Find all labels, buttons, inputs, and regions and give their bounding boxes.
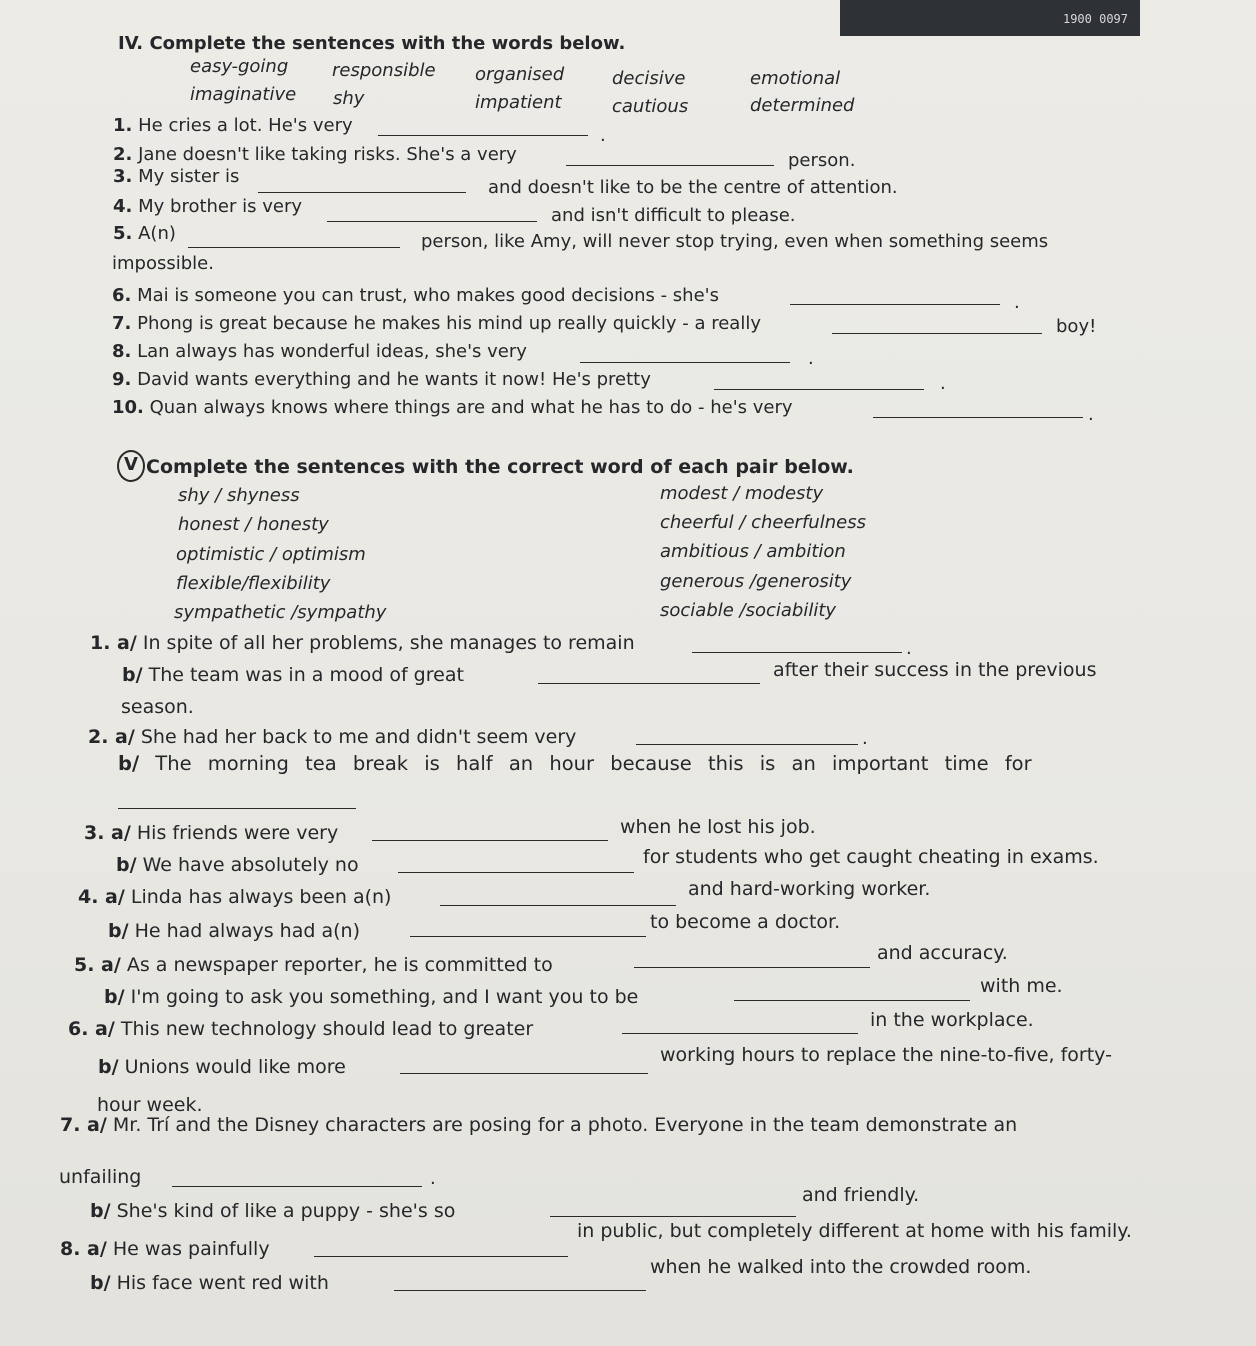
answer-blank[interactable] — [394, 1290, 646, 1291]
word-box-item: impatient — [475, 92, 562, 113]
answer-blank[interactable] — [538, 683, 760, 684]
sentence-end: . — [1088, 404, 1094, 425]
sentence: 9. David wants everything and he wants it now! He's pretty — [112, 369, 651, 390]
answer-blank[interactable] — [580, 362, 790, 363]
answer-blank[interactable] — [188, 247, 400, 248]
question-end: in public, but completely different at home with his family. — [577, 1220, 1132, 1242]
word-pair: sympathetic /sympathy — [174, 602, 387, 623]
question: b/ She's kind of like a puppy - she's so — [90, 1200, 456, 1222]
top-dark-bar — [840, 0, 1140, 36]
question-end: after their success in the previous — [773, 659, 1097, 681]
word-box-item: shy — [333, 88, 365, 109]
answer-blank[interactable] — [440, 905, 676, 906]
sentence: 6. Mai is someone you can trust, who makes good decisions - she's — [112, 285, 719, 306]
answer-blank[interactable] — [832, 333, 1042, 334]
sentence-end: and doesn't like to be the centre of attention. — [488, 177, 898, 198]
answer-blank[interactable] — [327, 221, 537, 222]
sentence: 8. Lan always has wonderful ideas, she's very — [112, 341, 527, 362]
sentence-end: boy! — [1056, 316, 1097, 337]
answer-blank[interactable] — [622, 1033, 858, 1034]
ex5-title: Complete the sentences with the correct word of each pair below. — [146, 456, 854, 478]
question-end: and friendly. — [802, 1184, 920, 1206]
sentence: 2. Jane doesn't like taking risks. She's a very — [113, 144, 517, 165]
question-end: in the workplace. — [870, 1009, 1034, 1031]
sentence: 10. Quan always knows where things are and what he has to do - he's very — [112, 397, 793, 418]
sentence-end: and isn't difficult to please. — [551, 205, 796, 226]
question: 6. a/ This new technology should lead to greater — [68, 1018, 534, 1040]
question: 4. a/ Linda has always been a(n) — [78, 886, 392, 908]
word-pair: generous /generosity — [660, 571, 852, 592]
question-end: and accuracy. — [877, 942, 1008, 964]
question-end: when he lost his job. — [620, 816, 816, 838]
sentence-end: . — [940, 373, 946, 394]
question: b/ He had always had a(n) — [108, 920, 360, 942]
answer-blank[interactable] — [734, 1000, 970, 1001]
answer-blank[interactable] — [118, 808, 356, 809]
sentence-end: person. — [788, 150, 856, 171]
question-end: . — [430, 1168, 436, 1189]
question: b/ His face went red with — [90, 1272, 329, 1294]
answer-blank[interactable] — [714, 389, 924, 390]
answer-blank[interactable] — [398, 872, 634, 873]
question-end: for students who get caught cheating in exams. — [643, 846, 1099, 868]
ex4-number: IV. — [118, 33, 144, 54]
word-pair: ambitious / ambition — [660, 541, 846, 562]
question: 2. a/ She had her back to me and didn't seem very — [88, 726, 577, 748]
sentence-continuation: impossible. — [112, 253, 214, 274]
word-pair: sociable /sociability — [660, 600, 837, 621]
answer-blank[interactable] — [400, 1073, 648, 1074]
ex4-title: Complete the sentences with the words below. — [149, 33, 626, 54]
sentence-end: . — [808, 348, 814, 369]
answer-blank[interactable] — [692, 652, 902, 653]
question: 8. a/ He was painfully — [60, 1238, 270, 1260]
answer-blank[interactable] — [566, 165, 774, 166]
question: 7. a/ Mr. Trí and the Disney characters are posing for a photo. Everyone in the team demonstrate an — [60, 1114, 1018, 1136]
question: b/ The morning tea break is half an hour because this is an important time for — [118, 752, 1032, 775]
answer-blank[interactable] — [790, 304, 1000, 305]
word-box-item: responsible — [332, 60, 436, 81]
sentence: 5. A(n) — [113, 223, 176, 244]
word-pair: cheerful / cheerfulness — [660, 512, 866, 533]
word-box-item: cautious — [612, 96, 689, 117]
question: 1. a/ In spite of all her problems, she manages to remain — [90, 632, 635, 654]
word-box-item: easy-going — [190, 56, 289, 77]
word-pair: honest / honesty — [178, 514, 329, 535]
question: b/ The team was in a mood of great — [122, 664, 464, 686]
question-continuation: unfailing — [59, 1166, 142, 1188]
answer-blank[interactable] — [172, 1186, 422, 1187]
word-pair: shy / shyness — [178, 485, 300, 506]
word-pair: flexible/flexibility — [176, 573, 331, 594]
word-pair: optimistic / optimism — [176, 544, 366, 565]
header-code: 1900 0097 — [1062, 12, 1128, 26]
question: 5. a/ As a newspaper reporter, he is committed to — [74, 954, 553, 976]
answer-blank[interactable] — [873, 417, 1083, 418]
sentence: 4. My brother is very — [113, 196, 302, 217]
word-box-item: determined — [750, 95, 855, 116]
question-continuation: season. — [121, 696, 194, 718]
answer-blank[interactable] — [636, 744, 858, 745]
question: 3. a/ His friends were very — [84, 822, 339, 844]
question: b/ Unions would like more — [98, 1056, 346, 1078]
word-box-item: organised — [475, 64, 565, 85]
question-end: to become a doctor. — [650, 911, 841, 933]
question-end: . — [906, 638, 912, 659]
question-end: . — [862, 728, 868, 749]
question: b/ We have absolutely no — [116, 854, 359, 876]
sentence-end: . — [600, 125, 606, 146]
question-continuation: hour week. — [97, 1094, 203, 1116]
ex5-number: V — [124, 454, 138, 475]
word-box-item: decisive — [612, 68, 686, 89]
sentence: 1. He cries a lot. He's very — [113, 115, 353, 136]
answer-blank[interactable] — [378, 135, 588, 136]
sentence: 7. Phong is great because he makes his mind up really quickly - a really — [112, 313, 761, 334]
sentence-end: . — [1014, 292, 1020, 313]
sentence: 3. My sister is — [113, 166, 240, 187]
answer-blank[interactable] — [372, 840, 608, 841]
question-end: working hours to replace the nine-to-five, forty- — [660, 1044, 1112, 1066]
ex4-heading — [118, 33, 625, 54]
question-end: and hard-working worker. — [688, 878, 931, 900]
question-end: when he walked into the crowded room. — [650, 1256, 1032, 1278]
word-box-item: imaginative — [190, 84, 297, 105]
answer-blank[interactable] — [258, 192, 466, 193]
answer-blank[interactable] — [410, 936, 646, 937]
answer-blank[interactable] — [314, 1256, 568, 1257]
word-pair: modest / modesty — [660, 483, 824, 504]
word-box-item: emotional — [750, 68, 841, 89]
question-end: with me. — [980, 975, 1063, 997]
question: b/ I'm going to ask you something, and I want you to be — [104, 986, 639, 1008]
answer-blank[interactable] — [634, 967, 870, 968]
answer-blank[interactable] — [550, 1216, 796, 1217]
sentence-end: person, like Amy, will never stop trying, even when something seems — [421, 231, 1049, 252]
